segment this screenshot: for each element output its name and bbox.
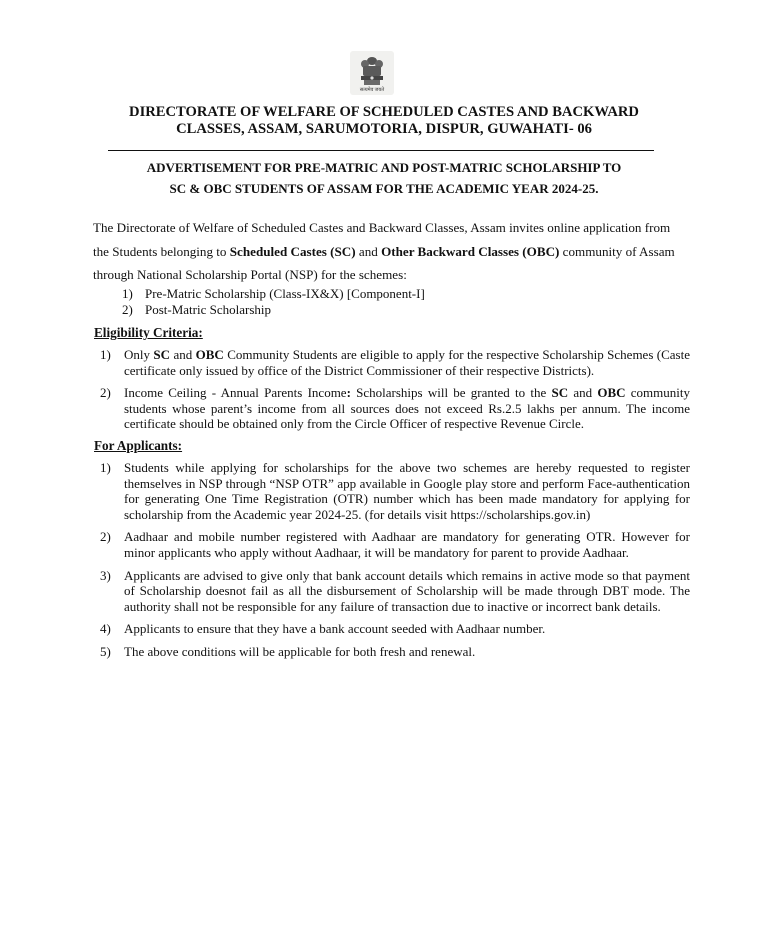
- intro-text-1: The Directorate of Welfare of Scheduled Castes and Backward Classes, Assam invites online application from the Students belonging to: [93, 220, 671, 259]
- heading-line-2: CLASSES, ASSAM, SARUMOTORIA, DISPUR, GUWAHATI- 06: [176, 121, 592, 137]
- text: community students whose parent’s income from all sources does not exceed Rs.2.5 lakhs per annum. The income certificate should be obtained only from the Circle Officer of respective Revenue Circle.: [124, 385, 691, 432]
- obc-bold: OBC: [597, 385, 626, 401]
- scheme-item: [122, 302, 425, 318]
- intro-text-2: and: [355, 243, 382, 259]
- applicants-list: [100, 460, 690, 660]
- header-divider: [108, 150, 654, 151]
- applicant-item: [100, 529, 690, 560]
- advertisement-line-2: SC & OBC STUDENTS OF ASSAM FOR THE ACADEMIC YEAR 2024-25.: [169, 181, 599, 196]
- eligibility-item: [100, 385, 690, 432]
- item-text: The above conditions will be applicable for both fresh and renewal.: [124, 643, 476, 659]
- intro-text-3: community of Assam through National Scholarship Portal (NSP) for the schemes:: [93, 243, 675, 282]
- item-number: 3): [100, 567, 111, 583]
- item-text: Applicants are advised to give only that bank account details which remains in active mode so that payment of Scholarship doesnot fail as all the disbursement of Scholarship will be made through DBT mode. The authority shall not be responsible for any failure of transaction due to inactive or incorrect bank details.: [124, 567, 690, 614]
- eligibility-title: Eligibility Criteria:: [94, 325, 203, 340]
- item-number: 1): [100, 347, 111, 362]
- emblem-motto: सत्यमेव जयते: [359, 88, 385, 93]
- text: Income Ceiling - Annual Parents Income: [124, 385, 347, 401]
- item-number: 2): [100, 385, 111, 401]
- text: Community Students are eligible to apply for the respective Scholarship Schemes (Caste certificate only issued by office of the District Commissioner of their respective Districts).: [124, 347, 690, 378]
- state-emblem-icon: [350, 51, 394, 95]
- directorate-heading: [96, 104, 672, 138]
- scheme-number: 2): [122, 301, 133, 317]
- scheme-number: 1): [122, 286, 133, 301]
- scheme-item: [122, 286, 425, 302]
- item-number: 5): [100, 643, 111, 659]
- item-text: Aadhaar and mobile number registered with Aadhaar are mandatory for generating OTR. However for minor applicants who apply without Aadhaar, it will be mandatory for parent to provide Aadhaar.: [124, 529, 690, 560]
- applicant-item: [100, 460, 690, 522]
- intro-obc: Other Backward Classes (OBC): [381, 243, 560, 259]
- applicants-title: For Applicants:: [94, 438, 183, 453]
- text: Scholarships will be granted to the: [350, 385, 552, 401]
- sc-bold: SC: [551, 385, 569, 401]
- advertisement-title: [96, 157, 672, 199]
- advertisement-line-1: ADVERTISEMENT FOR PRE-MATRIC AND POST-MATRIC SCHOLARSHIP TO: [146, 160, 622, 175]
- heading-line-1: DIRECTORATE OF WELFARE OF SCHEDULED CASTES AND BACKWARD: [129, 104, 639, 120]
- obc-bold: OBC: [195, 347, 224, 362]
- scheme-text: Pre-Matric Scholarship (Class-IX&X) [Component-I]: [145, 286, 425, 301]
- text: Only: [124, 347, 154, 362]
- scheme-text: Post-Matric Scholarship: [145, 301, 272, 317]
- sc-bold: SC: [153, 347, 171, 362]
- applicant-item: [100, 621, 690, 637]
- colon-bold: :: [346, 385, 351, 401]
- text: and: [568, 385, 598, 401]
- item-number: 2): [100, 529, 111, 545]
- scheme-list: [122, 286, 425, 317]
- text: and: [170, 347, 196, 362]
- applicant-item: [100, 644, 690, 660]
- eligibility-list: [100, 347, 690, 432]
- eligibility-item: [100, 347, 690, 378]
- intro-sc: Scheduled Castes (SC): [229, 243, 356, 259]
- item-number: 4): [100, 621, 111, 637]
- item-number: 1): [100, 460, 111, 475]
- intro-paragraph: [93, 216, 687, 287]
- applicant-item: [100, 568, 690, 615]
- item-text: Applicants to ensure that they have a bank account seeded with Aadhaar number.: [124, 621, 546, 637]
- item-text: Students while applying for scholarships for the above two schemes are hereby requested to register themselves in NSP through “NSP OTR” app available in Google play store and perform Face-authentication for generating One Time Registration (OTR) number which has been made mandatory for applying for scholarship from the Academic year 2024-25. (for details visit https://scholarships.gov.in): [124, 460, 690, 522]
